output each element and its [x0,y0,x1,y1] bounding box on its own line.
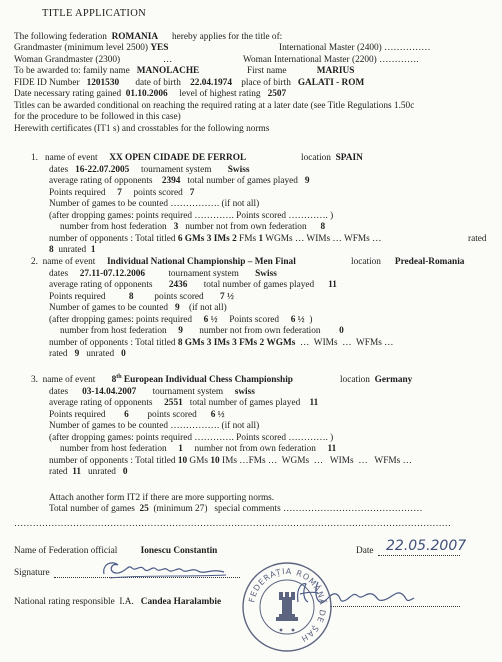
norm-2-dropping-scored: 6 ½ [290,315,305,325]
federation-line: The following federation ROMANIA hereby applies for the title of: [14,32,283,42]
form-title: TITLE APPLICATION [42,8,146,19]
norm-2-location: Predeal-Romania [394,257,465,267]
norm-2-dates-line: dates 27.11-07.12.2006 tournament system Swiss [49,269,277,279]
gm-mark: YES [150,43,169,53]
norm-1-location: SPAIN [335,153,363,163]
norm-2-system: Swiss [255,269,277,279]
norm-1-system: Swiss [227,165,250,175]
norm-3-location: Germany [374,375,413,385]
norm-3-titled-line: number of opponents : Total titled 10 GMs 10 IMs …FMs … WGMs … WIMs … WFMs … [49,456,412,466]
norm-1-dates: 16-22.07.2005 [75,165,130,175]
first-name: MARIUS [316,66,355,76]
date-of-birth: 22.04.1974 [190,78,232,88]
norm-3-average-line: average rating of opponents 2551 total number of games played 11 [49,398,319,408]
norm-3-rated-line: rated 11 unrated 0 [49,467,128,477]
norm-3-dates: 03-14.04.2007 [82,387,137,397]
federation-official-signature [100,556,230,582]
conditional-note-2: for the procedure to be followed in this case) [14,112,181,122]
first-name-line: First name MARIUS [247,66,355,76]
family-name-line: To be awarded to: family name MANOLACHE [14,66,200,76]
norm-2-titled-line: number of opponents : Total titled 8 GMs 3 IMs 3 FMs 2 WGMs … WIMs … WFMs … [49,338,394,348]
norm-2-rated-line: rated 9 unrated 0 [49,349,126,359]
norm-3-event-name: 8th European Individual Chess Championship [111,373,293,385]
seal-text: FEDERAȚIA ROMÂNĂ DE ȘAH [247,566,328,644]
norm-1-titled-line: number of opponents : Total titled 6 GMs 3 IMs 2 FMs 1 WGMs … WIMs … WFMs … [49,234,382,244]
norm-2-dates: 27.11-07.12.2006 [79,269,146,279]
norm-3-federation-line: number from host federation 1 number not from own federation 11 [60,444,337,454]
total-games: 25 [139,504,149,514]
norm-3-nonhost-count: 11 [327,444,337,454]
rating-date-line: Date necessary rating gained 01.10.2006 level of highest rating 2507 [14,89,287,99]
norm-1-name-line: 1. name of event XX OPEN CIDADE DE FERROL [31,153,247,163]
highest-rating: 2507 [267,89,287,99]
norm-2-dropping-required: 6 ½ [203,315,218,325]
family-name: MANOLACHE [136,66,200,76]
federation-official-line: Name of Federation official Ionescu Constantin [14,546,218,556]
norm-2-host-count: 9 [178,326,183,336]
norm-2-average-rating: 2436 [168,280,188,290]
federation-name: ROMANIA [111,32,159,42]
rating-responsible-name: Candea Haralambie [140,597,222,607]
date-label: Date [356,546,374,556]
fide-id-line: FIDE ID Number 1201530 date of birth 22.04.1974 place of birth GALATI - ROM [14,78,365,88]
norm-1-points-required: 7 [117,188,122,198]
norm-2-name-line: 2. name of event Individual National Championship – Men Final [31,257,296,267]
attach-note: Attach another form IT2 if there are more supporting norms. [49,493,275,503]
norm-1-games-played: 9 [304,176,310,186]
norm-3-unrated: 0 [122,467,128,477]
norm-2-games-played: 11 [328,280,337,290]
im-option: International Master (2400) …………… [279,43,431,53]
herewith-note: Herewith certificates (IT1 s) and crosstables for the following norms [14,124,270,134]
norm-2-nonhost-count: 0 [339,326,344,336]
norm-1-points-line: Points required 7 points scored 7 [49,188,195,198]
federation-seal [241,561,333,653]
norm-1-location-line: location SPAIN [301,153,363,163]
handwritten-date: 22.05.2007 [386,538,467,554]
norm-3-counted-line: Number of games to be counted ……………. (if not all) [49,421,260,431]
norm-2-unrated: 0 [121,349,126,359]
rating-responsible-line: National rating responsible I.A. Candea Haralambie [14,597,222,607]
total-games-line: Total number of games 25 (minimum 27) special comments ……………………………………… [49,504,423,514]
norm-2-rated: 9 [74,349,80,359]
norm-1-host-count: 3 [173,222,179,232]
norm-2-counted-line: Number of games to be counted 9 (if not all) [49,303,227,313]
norm-3-location-line: location Germany [340,375,413,385]
norm-2-event-name: Individual National Championship – Men Final [106,257,296,267]
norm-2-average-line: average rating of opponents 2436 total number of games played 11 [49,280,337,290]
norm-3-points-scored: 6 ½ [210,410,225,420]
norm-1-dropping-line: (after dropping games: points required …………. Points scored …………. ) [49,211,334,221]
gm-option: Grandmaster (minimum level 2500) YES [14,43,169,53]
norm-2-points-scored: 7 ½ [220,292,234,302]
norm-1-rated: 8 [49,245,54,255]
norm-3-host-count: 1 [178,444,183,454]
wgm-option: Woman Grandmaster (2300) [14,55,121,65]
norm-2-games-counted: 9 [175,303,180,313]
norm-1-points-scored: 7 [189,188,195,198]
wim-option: Woman International Master (2200) …………. [243,55,419,65]
norm-1-rated-label: rated [468,234,487,244]
norm-1-rated-line: 8 unrated 1 [49,245,96,255]
norm-1-average-rating: 2394 [161,176,181,186]
norm-3-dates-line: dates 03-14.04.2007 tournament system swiss [49,387,255,397]
conditional-note-1: Titles can be awarded conditional on reaching the required rating at a later date (see Title Regulations 1.50c [14,101,415,111]
norm-1-average-line: average rating of opponents 2394 total number of games played 9 [49,176,310,186]
norm-3-dropping-line: (after dropping games: points required …………. Points scored …………. ) [49,433,334,443]
norm-3-system: swiss [234,387,255,397]
norm-2-points-line: Points required 8 points scored 7 ½ [49,292,234,302]
signature-label: Signature [14,568,50,578]
norm-3-rated: 11 [72,467,82,477]
date-underline [378,555,460,556]
rook-icon [276,592,298,621]
norm-3-games-played: 11 [309,398,319,408]
norm-1-federation-line: number from host federation 3 number not from own federation 8 [60,222,326,232]
place-of-birth: GALATI - ROM [297,78,365,88]
norm-2-points-required: 8 [128,292,134,302]
norm-3-name-line: 3. name of event 8th European Individual Chess Championship [31,373,293,385]
norm-2-federation-line: number from host federation 9 number not from own federation 0 [60,326,344,336]
fide-id: 1201530 [86,78,120,88]
norm-1-counted-line: Number of games to be counted ……………. (if not all) [49,199,260,209]
norm-1-nonhost-count: 8 [320,222,326,232]
norm-1-event-name: XX OPEN CIDADE DE FERROL [109,153,247,163]
wgm-mark: … [163,55,173,65]
rating-date: 01.10.2006 [125,89,168,99]
norm-3-average-rating: 2551 [164,398,183,408]
norm-1-unrated: 1 [90,245,96,255]
federation-official-name: Ionescu Constantin [140,546,218,556]
dotted-divider: …………………………………………………………………………………………………………………………… [14,519,451,529]
norm-2-location-line: location Predeal-Romania [351,257,465,267]
norm-1-dates-line: dates 16-22.07.2005 tournament system Swiss [49,165,250,175]
norm-2-dropping-line: (after dropping games: points required 6 ½ Points scored 6 ½ ) [49,315,313,325]
norm-3-points-required: 6 [124,410,129,420]
norm-3-points-line: Points required 6 points scored 6 ½ [49,410,225,420]
